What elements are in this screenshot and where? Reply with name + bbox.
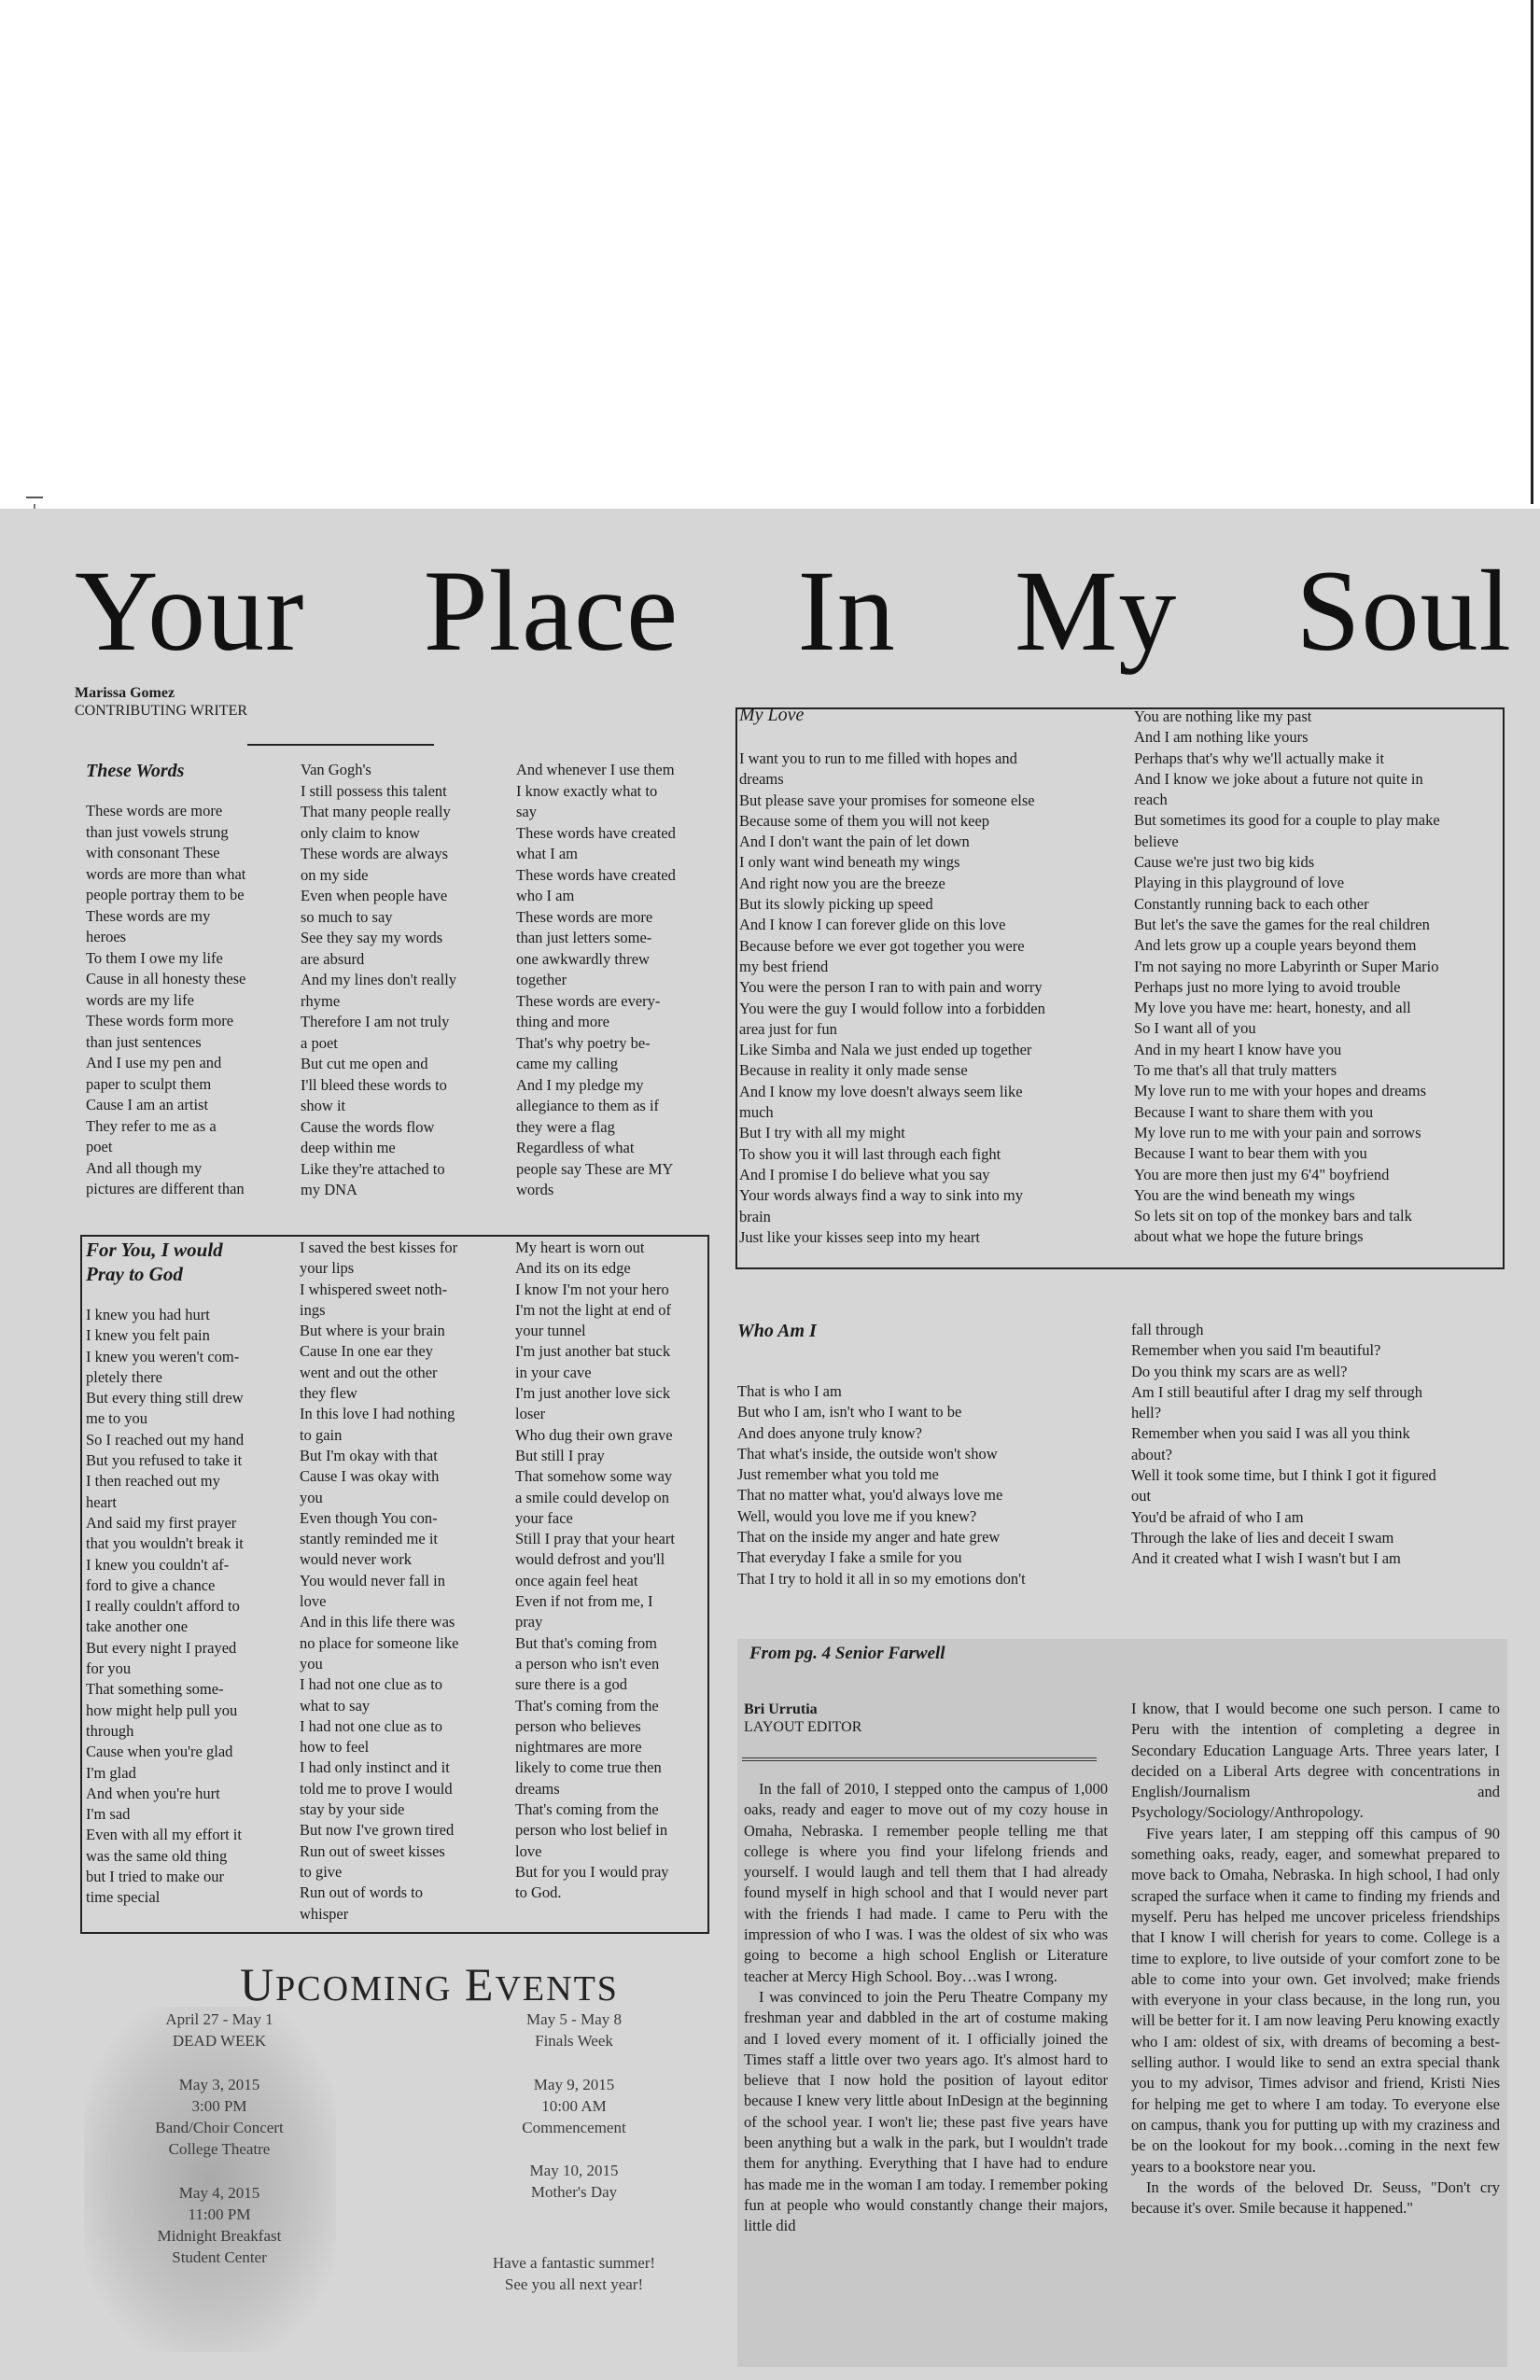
article-paragraph: I know, that I would become one such person. I came to Peru with the intention of completing a degree in Secondary Education Language Arts. Three years later, I decided on a Liberal Arts degree with concentrations in English/Journalism and Psychology/Sociology/Anthropology. [1131, 1700, 1500, 1822]
poem-title-for-you [86, 1238, 223, 1286]
poem-column: I knew you had hurt I knew you felt pain I knew you weren't com- pletely there But every thing still drew me to you So I reached out my hand But you refused to take it I then reached out my heart And said my first prayer that you wouldn't break it I knew you couldn't af- ford to give a chance I really couldn't afford to take another one But every night I prayed for you That something some- how might help pull you through Cause when you're glad I'm glad And when you're hurt I'm sad Even with all my effort it was the same old thing but I tried to make our time special [86, 1306, 245, 1907]
farewell-column [744, 1779, 1108, 2237]
poem-title-line: For You, I would [86, 1239, 223, 1261]
title-word: In [797, 547, 896, 675]
title-word: Place [423, 547, 679, 675]
article-paragraph: In the words of the beloved Dr. Seuss, "Don't cry because it's over. Smile because it happened." [1131, 2177, 1500, 2218]
poem-title-who-am-i: Who Am I [737, 1321, 817, 1341]
poem-column: And whenever I use them I know exactly what to say These words have created what I am These words have created who I am These words are more than just letters some- one awkwardly threw together These words are every- thing and more That's why poetry be- came my calling And I my pledge my allegiance to them as if they were a flag Regardless of what people say These are MY words [516, 761, 676, 1198]
author-role: CONTRIBUTING WRITER [75, 703, 248, 719]
poem-column: You are nothing like my past And I am nothing like yours Perhaps that's why we'll actually make it And I know we joke about a future not quite in reach But sometimes its good for a couple to play make believe Cause we're just two big kids Playing in this playground of love Constantly running back to each other But let's the save the games for the real children And lets grow up a couple years beyond them I'm not saying no more Labyrinth or Super Mario Perhaps just no more lying to avoid trouble My love you have me: heart, honesty, and all So I want all of you And in my heart I know have you To me that's all that truly matters My love run to me with your hopes and dreams Because I want to share them with you My love run to me with your pain and sorrows Because I want to bear them with you You are more then just my 6'4" boyfriend You are the wind beneath my wings So lets sit on top of the monkey bars and talk about what we hope the future brings [1134, 707, 1440, 1246]
events-heading: UPCOMING EVENTS [240, 1958, 619, 2010]
poem-column: Van Gogh's I still possess this talent That many people really only claim to know These words are always on my side Even when people have so much to say See they say my words are absurd And my lines don't really rhyme Therefore I am not truly a poet But cut me open and I'll bleed these words to show it Cause the words flow deep within me Like they're attached to my DNA [301, 761, 457, 1198]
byline-rule [247, 744, 434, 746]
article-paragraph: In the fall of 2010, I stepped onto the campus of 1,000 oaks, ready and eager to move out of my cozy house in Omaha, Nebraska. I remember people telling me that college is where you find your lifelong friends and yourself. I would laugh and tell them that I had already found myself in high school and that I would never part with the friends I had made. I came to Peru with the impression of who I was. I was the oldest of six who was going to become a high school English or Literature teacher at Mercy High School. Boy…was I wrong. [744, 1780, 1108, 1985]
crop-mark [26, 497, 43, 498]
author-role: LAYOUT EDITOR [744, 1719, 862, 1735]
event-photo-shading [84, 2007, 336, 2352]
farewell-byline [744, 1701, 861, 1736]
poem-title-these-words: These Words [86, 761, 185, 781]
poem-column: fall through Remember when you said I'm beautiful? Do you think my scars are as well? Am I still beautiful after I drag my self through hell? Remember when you said I was all you think about? Well it took some time, but I think I got it figured out You'd be afraid of who I am Through the lake of lies and deceit I swam And it created what I wish I wasn't but I am [1131, 1321, 1436, 1568]
poem-column: These words are more than just vowels strung with consonant These words are more than what people portray them to be These words are my heroes To them I owe my life Cause in all honesty these words are my life These words form more than just sentences And I use my pen and paper to sculpt them Cause I am an artist They refer to me as a poet And all though my pictures are different than [86, 802, 246, 1197]
event-entry: May 3, 2015 3:00 PM Band/Choir Concert College Theatre [155, 2076, 284, 2158]
poem-column: My heart is worn out And its on its edge I know I'm not your hero I'm not the light at end of your tunnel I'm just another bat stuck in your cave I'm just another love sick loser Who dug their own grave But still I pray That somehow some way a smile could develop on your face Still I pray that your heart would defrost and you'll once again feel heat Even if not from me, I pray But that's coming from a person who isn't even sure there is a god That's coming from the person who believes nightmares are more likely to come true then dreams That's coming from the person who lost belief in love But for you I would pray to God. [515, 1239, 675, 1902]
event-entry: May 9, 2015 10:00 AM Commencement [522, 2076, 626, 2136]
title-word: Soul [1295, 547, 1512, 675]
poem-title-line: Pray to God [86, 1263, 183, 1285]
poem-column: I want you to run to me filled with hopes and dreams But please save your promises for someone else Because some of them you will not keep And I don't want the pain of let down I only want wind beneath my wings And right now you are the breeze But its slowly picking up speed And I know I can forever glide on this love Because before we ever got together you were my best friend You were the person I ran to with pain and worry You were the guy I would follow into a forbidden area just for fun Like Simba and Nala we just ended up together Because in reality it only made sense And I know my love doesn't always seem like much But I try with all my might To show you it will last through each fight And I promise I do believe what you say Your words always find a way to sink into my brain Just like your kisses seep into my heart [739, 749, 1045, 1246]
farewell-rule [742, 1760, 1097, 1761]
poem-title-my-love: My Love [739, 705, 805, 725]
event-entry: May 5 - May 8 Finals Week [526, 2010, 622, 2050]
title-word: Your [75, 547, 305, 675]
event-entry: May 10, 2015 Mother's Day [529, 2162, 619, 2201]
event-entry: Have a fantastic summer! See you all next year! [492, 2254, 656, 2293]
title-word: My [1015, 547, 1178, 675]
author-name: Marissa Gomez [75, 685, 175, 701]
farewell-column [1131, 1699, 1500, 2219]
article-paragraph: I was convinced to join the Peru Theatre Company my freshman year and dabbled in the art of costume making and I loved every moment of it. I officially joined the Times staff a little over two years ago. It's almost hard to believe that I now hold the position of layout editor because I knew very little about InDesign at the beginning of the school year. I won't lie; these past five years have been anything but a walk in the park, but I wouldn't trade them for anything. Everything that I have had to endure has made me in the woman I am today. I remember poking fun at people who would constantly change their majors, little did [744, 1987, 1108, 2235]
event-entry: April 27 - May 1 DEAD WEEK [165, 2010, 273, 2050]
article-paragraph: Five years later, I am stepping off this campus of 90 something oaks, ready, eager, and somewhat prepared to move back to Omaha, Nebraska. In high school, I had only scraped the surface when it came to finding my friends and myself. Peru has helped me uncover priceless friendships that I know I will cherish for years to come. College is a time to explore, to live outside of your comfort zone to be able to come into your own. Get involved; make friends with everyone in your class because, in the long run, you will be better for it. I am now leaving Peru knowing exactly who I am: oldest of six, with dreams of becoming a best-selling author. I would like to send an extra special thank you to my advisor, Times advisor and friend, Kristi Nies for helping me get to where I am today. To everyone else on campus, thank you for putting up with my craziness and be on the lookout for my book…coming in the next few years to a bookstore near you. [1131, 1824, 1500, 2176]
byline [75, 684, 247, 720]
farewell-heading: From pg. 4 Senior Farwell [749, 1644, 945, 1663]
poem-column: I saved the best kisses for your lips I whispered sweet noth- ings But where is your brain Cause In one ear they went and out the other they flew In this love I had nothing to gain But I'm okay with that Cause I was okay with you Even though You con- stantly reminded me it would never work You would never fall in love And in this life there was no place for someone like you I had not one clue as to what to say I had not one clue as to how to feel I had only instinct and it told me to prove I would stay by your side But now I've grown tired Run out of sweet kisses to give Run out of words to whisper [300, 1239, 459, 1923]
page-edge-line [1531, 0, 1533, 504]
page-title [75, 546, 1512, 677]
author-name: Bri Urrutia [744, 1701, 818, 1717]
event-entry: May 4, 2015 11:00 PM Midnight Breakfast Student Center [157, 2184, 282, 2266]
poem-column: That is who I am But who I am, isn't who I want to be And does anyone truly know? That what's inside, the outside won't show Just remember what you told me That no matter what, you'd always love me Well, would you love me if you knew? That on the inside my anger and hate grew That everyday I fake a smile for you That I try to hold it all in so my emotions don't [737, 1382, 1026, 1588]
farewell-rule [742, 1757, 1097, 1758]
